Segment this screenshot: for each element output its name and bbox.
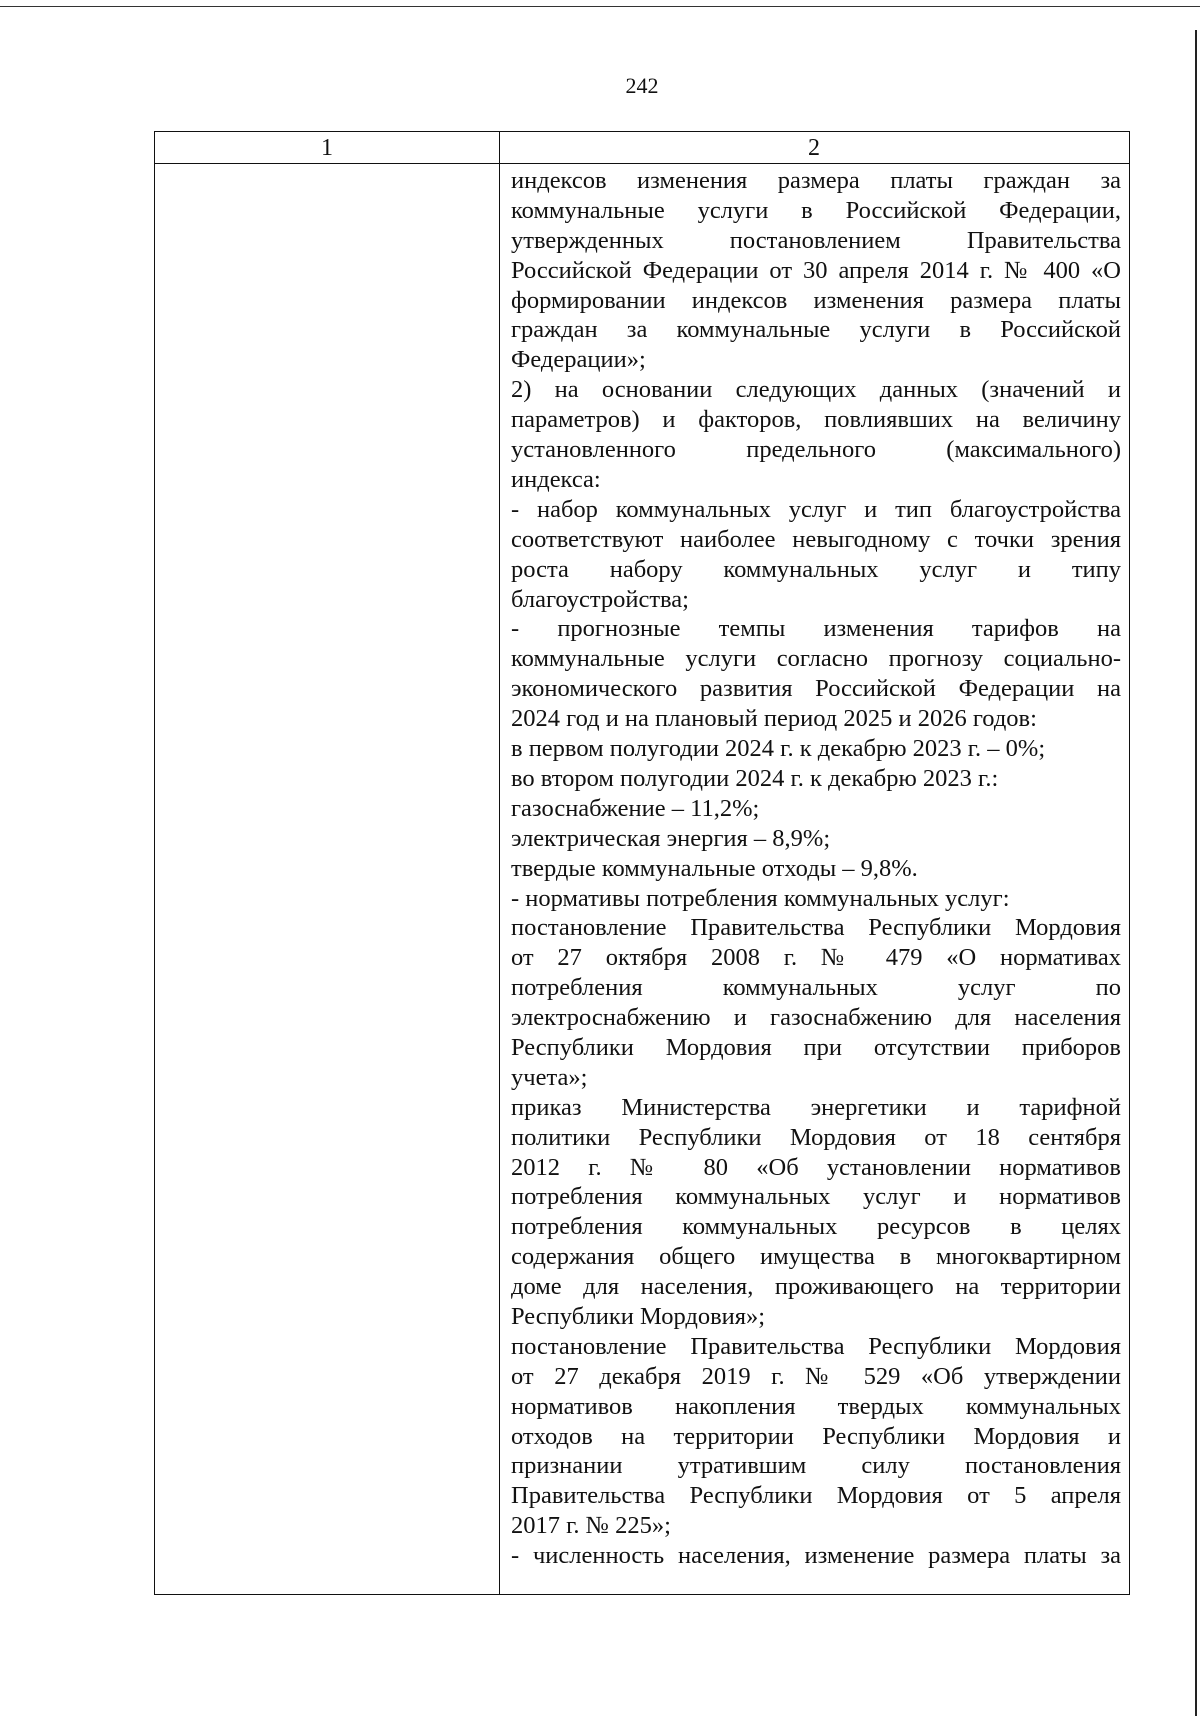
text-line: - нормативы потребления коммунальных услуг: [511, 884, 1010, 912]
text-line: Федерации»; [511, 346, 646, 374]
text-line: от 27 октября 2008 г. № 479 «О нормативах [511, 944, 1121, 972]
text-line: благоустройства; [511, 585, 689, 613]
text-line: Республики Мордовия при отсутствии приборов [511, 1033, 1121, 1061]
text-line: постановление Правительства Республики Мордовия [511, 914, 1121, 942]
text-line: потребления коммунальных услуг по [511, 974, 1121, 1002]
text-line: нормативов накопления твердых коммунальных [511, 1392, 1121, 1420]
top-scan-border [0, 6, 1200, 7]
text-line: 2017 г. № 225»; [511, 1512, 671, 1540]
text-line: электроснабжению и газоснабжению для населения [511, 1004, 1121, 1032]
column-2-header: 2 [499, 132, 1129, 164]
text-line: отходов на территории Республики Мордовия и [511, 1422, 1121, 1450]
column-divider [499, 132, 500, 1594]
text-line: - набор коммунальных услуг и тип благоустройства [511, 495, 1121, 523]
document-table [154, 131, 1130, 1595]
text-line: от 27 декабря 2019 г. № 529 «Об утверждении [511, 1362, 1121, 1390]
column-2-cell [511, 166, 1121, 1571]
text-line: электрическая энергия – 8,9%; [511, 824, 831, 852]
text-line: во втором полугодии 2024 г. к декабрю 2023 г.: [511, 764, 999, 792]
text-line: доме для населения, проживающего на территории [511, 1273, 1121, 1301]
text-line: 2024 год и на плановый период 2025 и 2026 годов: [511, 705, 1037, 733]
text-line: 2012 г. № 80 «Об установлении нормативов [511, 1153, 1121, 1181]
text-line: индексов изменения размера платы граждан за [511, 167, 1121, 194]
text-line: Правительства Республики Мордовия от 5 апреля [511, 1482, 1121, 1510]
text-line: газоснабжение – 11,2%; [511, 794, 760, 822]
text-line: твердые коммунальные отходы – 9,8%. [511, 854, 918, 882]
text-line: приказ Министерства энергетики и тарифной [511, 1093, 1121, 1121]
column-1-cell [155, 164, 499, 1594]
text-line: индекса: [511, 465, 601, 493]
text-line: 2) на основании следующих данных (значений и [511, 376, 1121, 404]
text-line: потребления коммунальных ресурсов в целях [511, 1213, 1121, 1241]
text-line: в первом полугодии 2024 г. к декабрю 2023 г. – 0%; [511, 734, 1046, 762]
text-line: формировании индексов изменения размера платы [511, 286, 1121, 314]
text-line: коммунальные услуги в Российской Федерации, [511, 196, 1121, 224]
text-line: Российской Федерации от 30 апреля 2014 г. № 400 «О [511, 256, 1121, 284]
text-line: признании утратившим силу постановления [511, 1452, 1121, 1480]
text-line: параметров) и факторов, повлиявших на величину [511, 406, 1121, 434]
text-line: - прогнозные темпы изменения тарифов на [511, 615, 1121, 643]
text-line: - численность населения, изменение размера платы за [511, 1542, 1121, 1570]
page-number: 242 [625, 73, 659, 98]
text-line: содержания общего имущества в многоквартирном [511, 1243, 1121, 1271]
text-line: установленного предельного (максимального) [511, 436, 1121, 464]
text-line: коммунальные услуги согласно прогнозу социально- [511, 645, 1121, 673]
text-line: Республики Мордовия»; [511, 1303, 766, 1331]
text-line: утвержденных постановлением Правительства [511, 226, 1121, 254]
column-1-header: 1 [155, 132, 499, 164]
text-line: роста набору коммунальных услуг и типу [511, 555, 1121, 583]
text-line: соответствуют наиболее невыгодному с точки зрения [511, 525, 1121, 553]
right-scan-border [1195, 30, 1197, 1716]
text-line: потребления коммунальных услуг и нормативов [511, 1183, 1121, 1211]
text-line: постановление Правительства Республики Мордовия [511, 1332, 1121, 1360]
text-line: политики Республики Мордовия от 18 сентября [511, 1123, 1121, 1151]
text-line: граждан за коммунальные услуги в Российской [511, 316, 1121, 344]
text-line: экономического развития Российской Федерации на [511, 675, 1121, 703]
text-line: учета»; [511, 1063, 588, 1091]
